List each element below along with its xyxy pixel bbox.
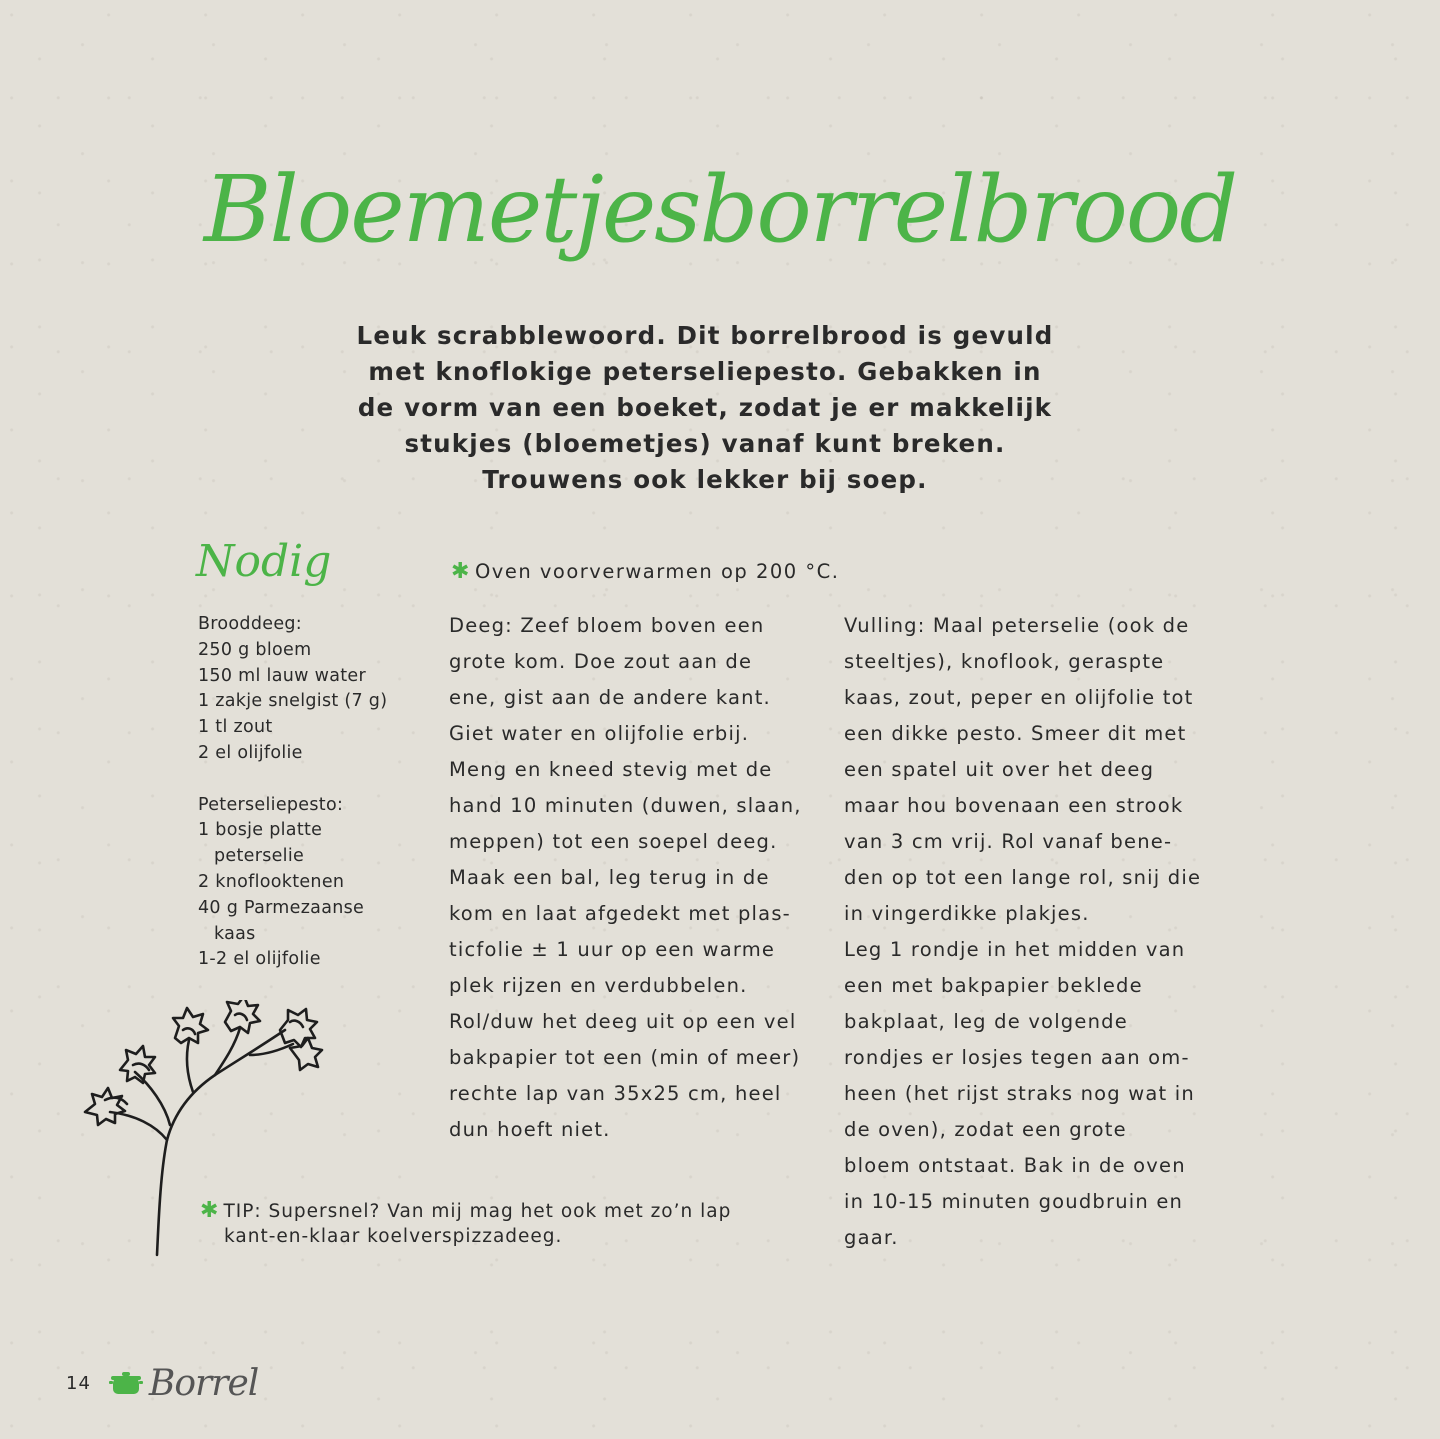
instruction-line: in 10-15 minuten goudbruin en [844,1190,1184,1213]
instruction-line: heen (het rijst straks nog wat in [844,1082,1195,1105]
recipe-intro [330,318,1080,498]
intro-line: stukjes (bloemetjes) vanaf kunt breken. [404,429,1006,458]
instruction-line: maar hou bovenaan een strook [844,794,1184,817]
page-number: 14 [66,1372,91,1394]
instruction-line: hand 10 minuten (duwen, slaan, [449,794,802,817]
instruction-line: van 3 cm vrij. Rol vanaf bene- [844,830,1173,853]
ingredient-item: kaas [214,923,256,944]
ingredients-heading: Nodig [196,536,332,587]
tip-line-2: kant-en-klaar koelverspizzadeeg. [224,1226,563,1247]
instruction-line: de oven), zodat een grote [844,1118,1127,1141]
instruction-line: rondjes er losjes tegen aan om- [844,1046,1190,1069]
intro-line: Trouwens ook lekker bij soep. [482,465,928,494]
ingredient-spacer [198,767,418,793]
instructions-column-1 [449,608,829,1148]
instruction-line: ticfolie ± 1 uur op een warme [449,938,776,961]
intro-line: Leuk scrabblewoord. Dit borrelbrood is gevuld [356,321,1054,350]
instruction-line: meppen) tot een soepel deeg. [449,830,778,853]
ingredient-item: 40 g Parmezaanse [198,897,365,918]
instruction-line: kom en laat afgedekt met plas- [449,902,791,925]
ingredient-item: peterselie [214,846,305,867]
instruction-line: Giet water en olijfolie erbij. [449,722,750,745]
ingredients-list [198,612,418,973]
instruction-line: dun hoeft niet. [449,1118,611,1141]
instruction-line: den op tot een lange rol, snij die [844,866,1202,889]
ingredient-item: 1 zakje snelgist (7 g) [198,691,388,712]
instruction-line: Meng en kneed stevig met de [449,758,773,781]
instruction-line: Maak een bal, leg terug in de [449,866,770,889]
oven-step [451,556,839,588]
green-asterisk-icon: ✱ [200,1198,220,1223]
ingredient-item: 1 tl zout [198,717,273,738]
instruction-line: Vulling: Maal peterselie (ook de [844,614,1190,637]
ingredient-item: 150 ml lauw water [198,665,366,686]
instruction-line: bakpapier tot een (min of meer) [449,1046,801,1069]
page-footer [66,1358,258,1408]
instruction-line: kaas, zout, peper en olijfolie tot [844,686,1194,709]
instruction-line: een met bakpapier beklede [844,974,1143,997]
instruction-line: rechte lap van 35x25 cm, heel [449,1082,782,1105]
instruction-line: Deeg: Zeef bloem boven een [449,614,765,637]
instruction-line: plek rijzen en verdubbelen. [449,974,748,997]
instruction-line: Rol/duw het deeg uit op een vel [449,1010,797,1033]
intro-line: de vorm van een boeket, zodat je er makkelijk [357,393,1053,422]
intro-line: met knoflokige peterseliepesto. Gebakken in [368,357,1042,386]
instruction-line: Leg 1 rondje in het midden van [844,938,1186,961]
instruction-line: steeltjes), knoflook, geraspte [844,650,1165,673]
instruction-line: een dikke pesto. Smeer dit met [844,722,1187,745]
instruction-line: een spatel uit over het deeg [844,758,1155,781]
ingredient-item: 1 bosje platte [198,820,323,841]
ingredient-group-title: Brooddeeg: [198,614,302,634]
tip-line-1: TIP: Supersnel? Van mij mag het ook met zo’n lap [223,1201,732,1222]
cooking-pot-icon [109,1368,143,1398]
ingredient-item: 1-2 el olijfolie [198,949,321,970]
oven-step-text: Oven voorverwarmen op 200 °C. [474,560,840,583]
instruction-line: gaar. [844,1226,899,1249]
instruction-line: bloem ontstaat. Bak in de oven [844,1154,1186,1177]
ingredient-item: 2 el olijfolie [198,742,303,763]
green-asterisk-icon: ✱ [451,559,471,584]
instruction-line: in vingerdikke plakjes. [844,902,1090,925]
ingredient-item: 250 g bloem [198,639,312,660]
instruction-line: bakplaat, leg de volgende [844,1010,1128,1033]
section-name: Borrel [148,1362,259,1404]
ingredient-item: 2 knoflooktenen [198,871,345,892]
instruction-line: grote kom. Doe zout aan de [449,650,753,673]
tip-note [200,1198,731,1249]
instructions-column-2 [844,608,1224,1256]
ingredient-group-title: Peterseliepesto: [198,794,344,815]
instruction-line: ene, gist aan de andere kant. [449,686,771,709]
recipe-title: Bloemetjesborrelbrood [203,156,1237,263]
